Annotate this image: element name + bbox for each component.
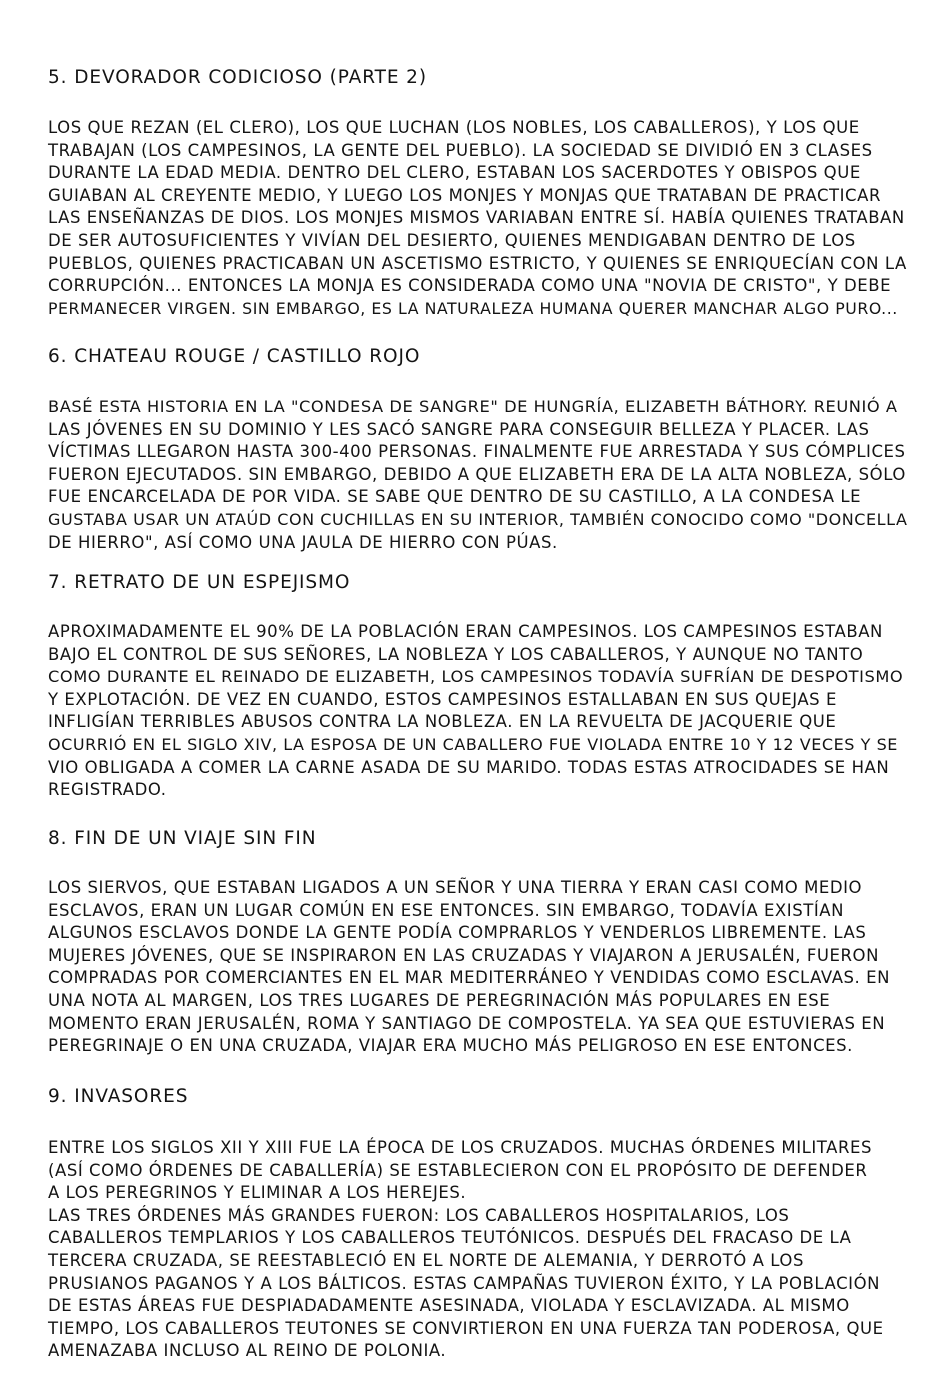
text-line: UNA NOTA AL MARGEN, LOS TRES LUGARES DE PEREGRINACIÓN MÁS POPULARES EN ESE [48, 990, 831, 1010]
section-body [48, 1137, 908, 1363]
text-line: TRABAJAN (LOS CAMPESINOS, LA GENTE DEL PUEBLO). LA SOCIEDAD SE DIVIDIÓ EN 3 CLASES [48, 140, 873, 160]
section-5 [48, 66, 908, 320]
text-line: TIEMPO, LOS CABALLEROS TEUTONES SE CONVIRTIERON EN UNA FUERZA TAN PODEROSA, QUE [48, 1318, 884, 1338]
text-line: CORRUPCIÓN... ENTONCES LA MONJA ES CONSIDERADA COMO UNA "NOVIA DE CRISTO", Y DEBE [48, 276, 892, 296]
section-7 [48, 571, 908, 802]
text-line: DE SER AUTOSUFICIENTES Y VIVÍAN DEL DESIERTO, QUIENES MENDIGABAN DENTRO DE LOS [48, 230, 856, 250]
text-line: OCURRIÓ EN EL SIGLO XIV, LA ESPOSA DE UN CABALLERO FUE VIOLADA ENTRE 10 Y 12 VECES Y SE [48, 734, 898, 754]
section-9 [48, 1085, 908, 1363]
text-line: BAJO EL CONTROL DE SUS SEÑORES, LA NOBLEZA Y LOS CABALLEROS, Y AUNQUE NO TANTO [48, 644, 864, 664]
text-line: DE ESTAS ÁREAS FUE DESPIADADAMENTE ASESINADA, VIOLADA Y ESCLAVIZADA. AL MISMO [48, 1296, 850, 1316]
text-line: PERMANECER VIRGEN. SIN EMBARGO, ES LA NATURALEZA HUMANA QUERER MANCHAR ALGO PURO... [48, 298, 898, 318]
section-heading: 6. CHATEAU ROUGE / CASTILLO ROJO [48, 346, 421, 367]
text-line: Y EXPLOTACIÓN. DE VEZ EN CUANDO, ESTOS CAMPESINOS ESTALLABAN EN SUS QUEJAS E [48, 689, 837, 709]
text-line: DE HIERRO", ASÍ COMO UNA JAULA DE HIERRO CON PÚAS. [48, 532, 558, 552]
text-line: LAS JÓVENES EN SU DOMINIO Y LES SACÓ SANGRE PARA CONSEGUIR BELLEZA Y PLACER. LAS [48, 419, 870, 439]
text-line: PEREGRINAJE O EN UNA CRUZADA, VIAJAR ERA MUCHO MÁS PELIGROSO EN ESE ENTONCES. [48, 1036, 853, 1056]
text-line: PUEBLOS, QUIENES PRACTICABAN UN ASCETISMO ESTRICTO, Y QUIENES SE ENRIQUECÍAN CON LA [48, 253, 907, 273]
text-line: GUIABAN AL CREYENTE MEDIO, Y LUEGO LOS MONJES Y MONJAS QUE TRATABAN DE PRACTICAR [48, 185, 881, 205]
text-line: LAS TRES ÓRDENES MÁS GRANDES FUERON: LOS CABALLEROS HOSPITALARIOS, LOS [48, 1205, 790, 1225]
text-line: AMENAZABA INCLUSO AL REINO DE POLONIA. [48, 1341, 447, 1361]
section-body [48, 117, 908, 320]
text-line: LOS SIERVOS, QUE ESTABAN LIGADOS A UN SEÑOR Y UNA TIERRA Y ERAN CASI COMO MEDIO [48, 878, 863, 897]
text-line: COMPRADAS POR COMERCIANTES EN EL MAR MEDITERRÁNEO Y VENDIDAS COMO ESCLAVAS. EN [48, 968, 891, 988]
text-line: REGISTRADO. [48, 780, 167, 800]
text-line: MUJERES JÓVENES, QUE SE INSPIRARON EN LAS CRUZADAS Y VIAJARON A JERUSALÉN, FUERON [48, 945, 879, 965]
text-line: LAS ENSEÑANZAS DE DIOS. LOS MONJES MISMOS VARIABAN ENTRE SÍ. HABÍA QUIENES TRATABAN [48, 208, 905, 228]
text-line: TERCERA CRUZADA, SE REESTABLECIÓ EN EL NORTE DE ALEMANIA, Y DERROTÓ A LOS [48, 1250, 804, 1270]
text-line: ESCLAVOS, ERAN UN LUGAR COMÚN EN ESE ENTONCES. SIN EMBARGO, TODAVÍA EXISTÍAN [48, 900, 845, 920]
text-line: CABALLEROS TEMPLARIOS Y LOS CABALLEROS TEUTÓNICOS. DESPUÉS DEL FRACASO DE LA [48, 1228, 852, 1248]
text-line: ALGUNOS ESCLAVOS DONDE LA GENTE PODÍA COMPRARLOS Y VENDERLOS LIBREMENTE. LAS [48, 923, 867, 943]
text-line: (ASÍ COMO ÓRDENES DE CABALLERÍA) SE ESTABLECIERON CON EL PROPÓSITO DE DEFENDER [48, 1160, 868, 1180]
section-heading: 5. DEVORADOR CODICIOSO (PARTE 2) [48, 67, 427, 88]
text-line: FUERON EJECUTADOS. SIN EMBARGO, DEBIDO A QUE ELIZABETH ERA DE LA ALTA NOBLEZA, SÓLO [48, 464, 906, 484]
section-body [48, 621, 908, 802]
text-line: INFLIGÍAN TERRIBLES ABUSOS CONTRA LA NOBLEZA. EN LA REVUELTA DE JACQUERIE QUE [48, 712, 837, 732]
text-line: MOMENTO ERAN JERUSALÉN, ROMA Y SANTIAGO DE COMPOSTELA. YA SEA QUE ESTUVIERAS EN [48, 1013, 886, 1033]
section-body [48, 877, 908, 1058]
text-line: A LOS PEREGRINOS Y ELIMINAR A LOS HEREJES. [48, 1183, 467, 1203]
text-line: FUE ENCARCELADA DE POR VIDA. SE SABE QUE DENTRO DE SU CASTILLO, A LA CONDESA LE [48, 487, 862, 507]
text-line: APROXIMADAMENTE EL 90% DE LA POBLACIÓN ERAN CAMPESINOS. LOS CAMPESINOS ESTABAN [48, 622, 883, 641]
text-line: LOS QUE REZAN (EL CLERO), LOS QUE LUCHAN (LOS NOBLES, LOS CABALLEROS), Y LOS QUE [48, 118, 860, 137]
text-line: COMO DURANTE EL REINADO DE ELIZABETH, LOS CAMPESINOS TODAVÍA SUFRÍAN DE DESPOTISMO [48, 667, 904, 687]
section-6 [48, 345, 908, 554]
text-line: BASÉ ESTA HISTORIA EN LA "CONDESA DE SANGRE" DE HUNGRÍA, ELIZABETH BÁTHORY. REUNIÓ A [48, 397, 898, 416]
section-heading: 7. RETRATO DE UN ESPEJISMO [48, 572, 351, 593]
section-body [48, 396, 908, 554]
text-line: DURANTE LA EDAD MEDIA. DENTRO DEL CLERO, ESTABAN LOS SACERDOTES Y OBISPOS QUE [48, 163, 861, 183]
section-8 [48, 827, 908, 1058]
text-line: VÍCTIMAS LLEGARON HASTA 300-400 PERSONAS. FINALMENTE FUE ARRESTADA Y SUS CÓMPLICES [48, 442, 906, 462]
text-line: ENTRE LOS SIGLOS XII Y XIII FUE LA ÉPOCA DE LOS CRUZADOS. MUCHAS ÓRDENES MILITARES [48, 1138, 872, 1157]
text-line: GUSTABA USAR UN ATAÚD CON CUCHILLAS EN SU INTERIOR, TAMBIÉN CONOCIDO COMO "DONCELLA [48, 509, 908, 529]
section-heading: 8. FIN DE UN VIAJE SIN FIN [48, 828, 317, 849]
text-line: PRUSIANOS PAGANOS Y A LOS BÁLTICOS. ESTAS CAMPAÑAS TUVIERON ÉXITO, Y LA POBLACIÓN [48, 1273, 881, 1293]
section-heading: 9. INVASORES [48, 1086, 189, 1107]
text-line: VIO OBLIGADA A COMER LA CARNE ASADA DE SU MARIDO. TODAS ESTAS ATROCIDADES SE HAN [48, 757, 890, 777]
